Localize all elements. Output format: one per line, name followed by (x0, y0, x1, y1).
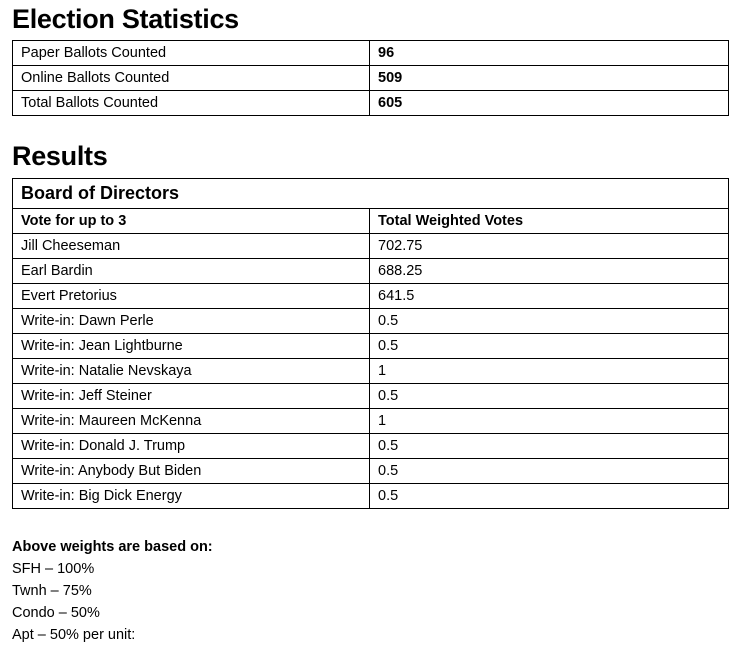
table-row (13, 41, 729, 66)
table-row (13, 234, 729, 259)
weights-note-line: Condo – 50% (12, 605, 100, 621)
table-row (13, 259, 729, 284)
stat-value: 509 (370, 66, 729, 91)
candidate-votes: 641.5 (370, 284, 729, 309)
candidate-name: Write-in: Jeff Steiner (13, 384, 370, 409)
table-header-row (13, 209, 729, 234)
results-table (12, 178, 729, 509)
election-statistics-heading: Election Statistics (12, 4, 239, 34)
weights-note-line: Twnh – 75% (12, 583, 92, 599)
candidate-votes: 0.5 (370, 459, 729, 484)
election-statistics-table (12, 40, 729, 116)
candidate-name: Write-in: Jean Lightburne (13, 334, 370, 359)
table-row (13, 66, 729, 91)
table-row (13, 309, 729, 334)
column-header-candidate: Vote for up to 3 (13, 209, 370, 234)
column-header-votes: Total Weighted Votes (370, 209, 729, 234)
candidate-votes: 0.5 (370, 334, 729, 359)
table-title-row (13, 179, 729, 209)
stat-value: 96 (370, 41, 729, 66)
stat-value: 605 (370, 91, 729, 116)
candidate-name: Write-in: Natalie Nevskaya (13, 359, 370, 384)
stat-label: Total Ballots Counted (13, 91, 370, 116)
candidate-votes: 688.25 (370, 259, 729, 284)
table-row (13, 409, 729, 434)
table-row (13, 91, 729, 116)
candidate-name: Write-in: Donald J. Trump (13, 434, 370, 459)
candidate-name: Write-in: Big Dick Energy (13, 484, 370, 509)
candidate-votes: 0.5 (370, 384, 729, 409)
candidate-votes: 0.5 (370, 434, 729, 459)
weights-note-line: SFH – 100% (12, 561, 95, 577)
candidate-votes: 1 (370, 359, 729, 384)
table-row (13, 284, 729, 309)
table-row (13, 384, 729, 409)
candidate-votes: 702.75 (370, 234, 729, 259)
board-of-directors-title: Board of Directors (13, 179, 729, 209)
table-row (13, 334, 729, 359)
candidate-name: Jill Cheeseman (13, 234, 370, 259)
candidate-name: Write-in: Maureen McKenna (13, 409, 370, 434)
weights-notes-heading: Above weights are based on: (12, 539, 213, 555)
weights-notes (12, 536, 213, 646)
table-row (13, 359, 729, 384)
table-row (13, 434, 729, 459)
weights-note-line: Apt – 50% per unit: (12, 627, 136, 643)
candidate-name: Evert Pretorius (13, 284, 370, 309)
candidate-name: Write-in: Dawn Perle (13, 309, 370, 334)
stat-label: Paper Ballots Counted (13, 41, 370, 66)
results-heading: Results (12, 141, 108, 171)
candidate-votes: 0.5 (370, 484, 729, 509)
candidate-name: Earl Bardin (13, 259, 370, 284)
table-row (13, 459, 729, 484)
candidate-votes: 1 (370, 409, 729, 434)
candidate-votes: 0.5 (370, 309, 729, 334)
table-row (13, 484, 729, 509)
candidate-name: Write-in: Anybody But Biden (13, 459, 370, 484)
stat-label: Online Ballots Counted (13, 66, 370, 91)
